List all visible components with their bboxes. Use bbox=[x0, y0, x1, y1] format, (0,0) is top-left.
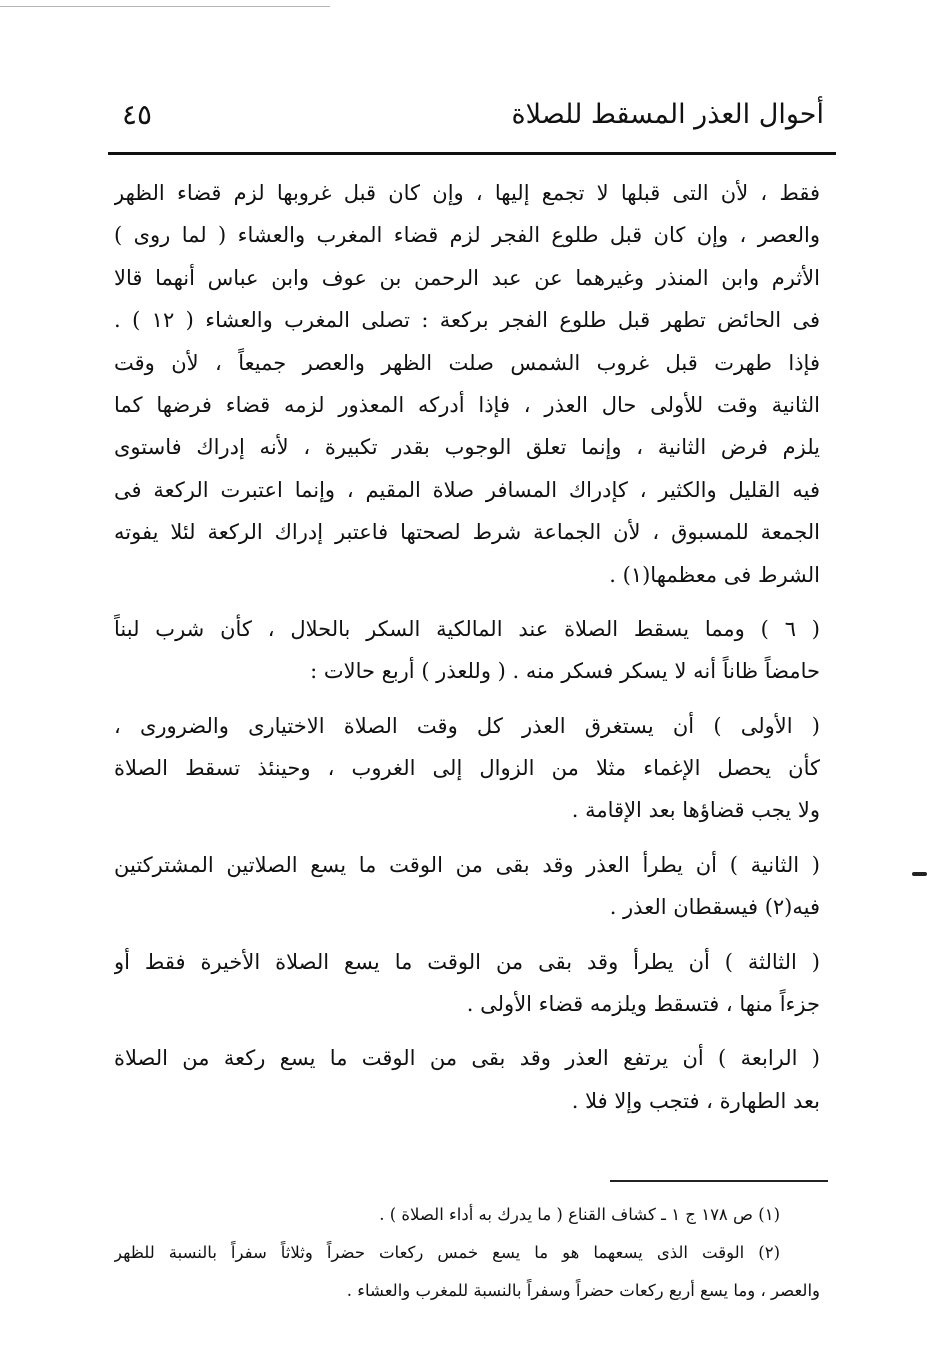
page-header bbox=[108, 96, 836, 136]
text-line: ولا يجب قضاؤها بعد الإقامة . bbox=[571, 798, 820, 823]
scan-edge-mark bbox=[912, 872, 927, 876]
scan-edge-line bbox=[0, 6, 330, 7]
text-line: جزءاً منها ، فتسقط ويلزمه قضاء الأولى . bbox=[466, 992, 820, 1017]
footnote-1: (١) ص ١٧٨ ج ١ ـ كشاف القناع ( ما يدرك به أداء الصلاة ) . bbox=[379, 1205, 780, 1224]
text-line: فيه القليل والكثير ، كإدراك المسافر صلاة المقيم ، وإنما اعتبرت الركعة فى bbox=[114, 477, 820, 502]
running-title: أحوال العذر المسقط للصلاة bbox=[511, 99, 824, 130]
paragraph-gap bbox=[114, 1025, 820, 1037]
text-line: الأثرم وابن المنذر وغيرهما عن عبد الرحمن بن عوف وابن عباس أنهما قالا bbox=[114, 265, 820, 290]
page-number: ٤٥ bbox=[122, 98, 153, 131]
text-line: الجمعة للمسبوق ، لأن الجماعة شرط لصحتها فاعتبر إدراك الركعة لئلا يفوته bbox=[114, 520, 820, 545]
text-line: ( الثالثة ) أن يطرأ وقد بقى من الوقت ما يسع الصلاة الأخيرة فقط أو bbox=[114, 949, 820, 974]
text-line: حامضاً ظاناً أنه لا يسكر فسكر منه . ( وللعذر ) أربع حالات : bbox=[310, 659, 820, 684]
text-line: ( الأولى ) أن يستغرق العذر كل وقت الصلاة الاختيارى والضرورى ، bbox=[114, 713, 820, 738]
text-line: بعد الطهارة ، فتجب وإلا فلا . bbox=[571, 1088, 820, 1113]
text-line: كأن يحصل الإغماء مثلا من الزوال إلى الغروب ، وحينئذ تسقط الصلاة bbox=[114, 756, 820, 781]
paragraph-gap bbox=[114, 693, 820, 705]
header-rule bbox=[108, 152, 836, 155]
footnote-2: (٢) الوقت الذى يسعهما هو ما يسع خمس ركعات حضراً وثلاثاً سفراً بالنسبة للظهر bbox=[114, 1243, 780, 1262]
footnote-rule bbox=[610, 1180, 828, 1182]
text-line: يلزم فرض الثانية ، وإنما تعلق الوجوب بقدر تكبيرة ، لأنه إدراك فاستوى bbox=[114, 435, 820, 460]
text-line: فى الحائض تطهر قبل طلوع الفجر بركعة : تصلى المغرب والعشاء ( ١٢ ) . bbox=[114, 308, 820, 333]
paragraph-gap bbox=[114, 832, 820, 844]
text-line: ( الثانية ) أن يطرأ العذر وقد بقى من الوقت ما يسع الصلاتين المشتركتين bbox=[114, 852, 820, 877]
footnotes bbox=[114, 1196, 820, 1310]
paragraph-gap bbox=[114, 929, 820, 941]
paragraph-gap bbox=[114, 596, 820, 608]
footnote-2-continued: والعصر ، وما يسع أربع ركعات حضراً وسفراً بالنسبة للمغرب والعشاء . bbox=[346, 1281, 820, 1300]
text-line: والعصر ، وإن كان قبل طلوع الفجر لزم قضاء المغرب والعشاء ( لما روى ) bbox=[114, 223, 820, 248]
text-line: الثانية وقت للأولى حال العذر ، فإذا أدركه المعذور لزمه قضاء فرضها كما bbox=[114, 392, 820, 417]
text-line: فقط ، لأن التى قبلها لا تجمع إليها ، وإن كان قبل غروبها لزم قضاء الظهر bbox=[114, 181, 820, 205]
text-line: ( الرابعة ) أن يرتفع العذر وقد بقى من الوقت ما يسع ركعة من الصلاة bbox=[114, 1046, 820, 1071]
text-line: الشرط فى معظمها(١) . bbox=[609, 562, 820, 587]
text-line: ( ٦ ) ومما يسقط الصلاة عند المالكية السكر بالحلال ، كأن شرب لبناً bbox=[114, 616, 820, 641]
text-line: فإذا طهرت قبل غروب الشمس صلت الظهر والعصر جميعاً ، لأن وقت bbox=[114, 350, 820, 375]
main-text bbox=[114, 172, 820, 1122]
text-line: فيه(٢) فيسقطان العذر . bbox=[609, 895, 820, 920]
